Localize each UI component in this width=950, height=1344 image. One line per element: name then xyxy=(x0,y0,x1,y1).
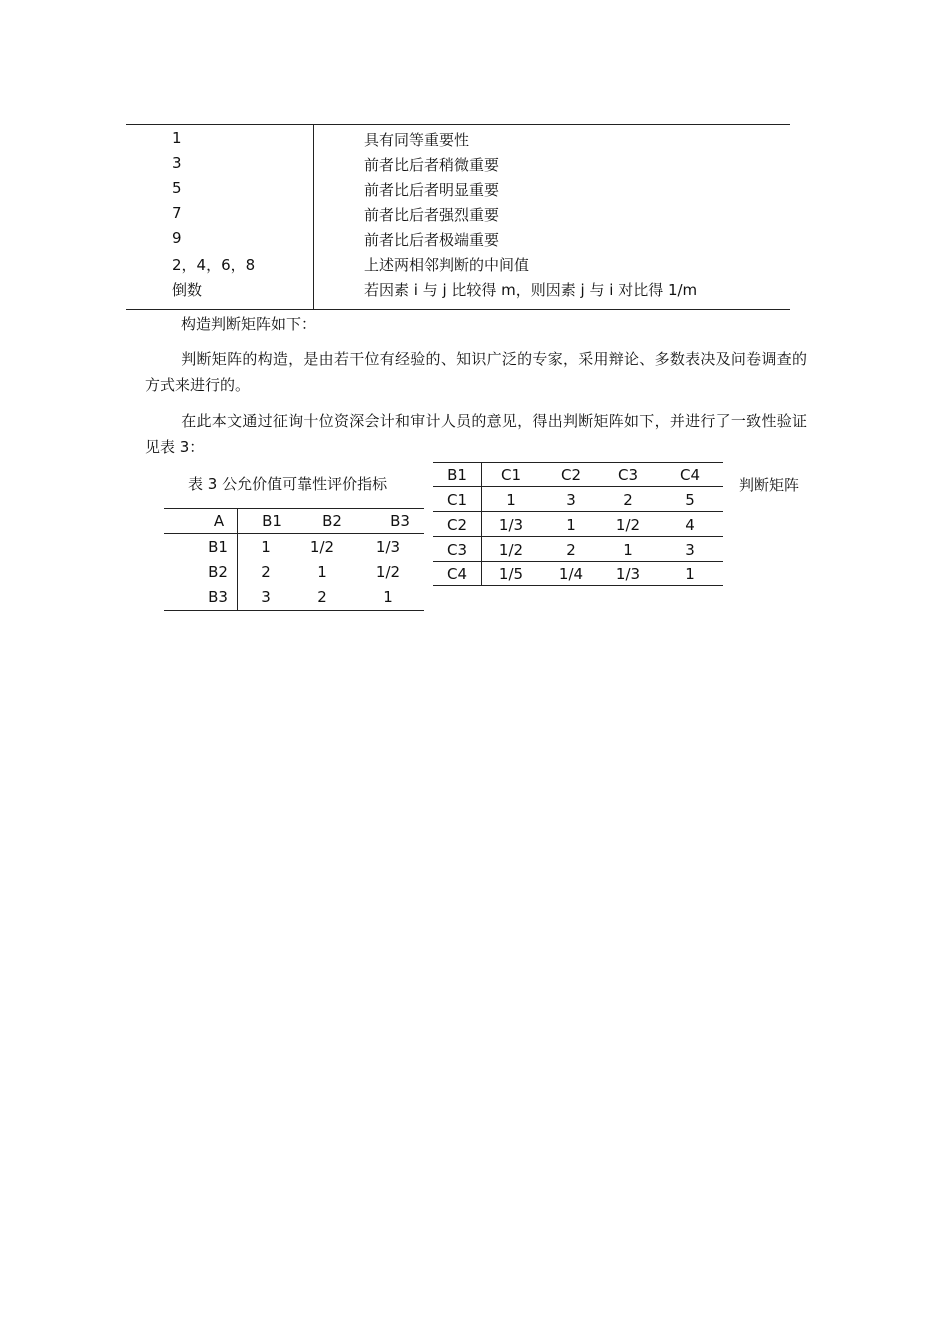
scale-meaning: 前者比后者明显重要 xyxy=(364,181,500,199)
matrix-cell: 2 xyxy=(317,588,327,606)
paragraph-2 xyxy=(145,408,807,460)
matrix-cell: 1 xyxy=(261,538,271,556)
table-rule xyxy=(433,511,723,512)
table-row xyxy=(126,201,790,226)
matrix-row-label: C3 xyxy=(446,541,468,559)
scale-value: 1 xyxy=(172,129,182,147)
matrix-header-cell: B1 xyxy=(262,512,282,530)
matrix-header-cell: A xyxy=(213,512,225,530)
scale-table xyxy=(126,124,790,310)
matrix-a-table xyxy=(164,508,424,611)
scale-value: 5 xyxy=(172,179,182,197)
matrix-header-cell: B1 xyxy=(447,466,467,484)
matrix-row-label: B1 xyxy=(208,538,228,556)
paragraph-1-text: 判断矩阵的构造，是由若干位有经验的、知识广泛的专家，采用辩论、多数表决及问卷调查的方式来进行的。 xyxy=(145,350,807,394)
matrix-cell: 1 xyxy=(506,491,516,509)
table-row xyxy=(126,276,790,301)
scale-meaning: 上述两相邻判断的中间值 xyxy=(364,256,530,274)
paragraph-2-text: 在此本文通过征询十位资深会计和审计人员的意见，得出判断矩阵如下，并进行了一致性验证见表 3： xyxy=(145,412,807,456)
matrix-cell: 3 xyxy=(261,588,271,606)
matrix-header-cell: C1 xyxy=(500,466,522,484)
paragraph-1 xyxy=(145,346,807,398)
table-rule xyxy=(164,533,424,534)
matrix-cell: 1 xyxy=(623,541,633,559)
matrix-header-cell: C3 xyxy=(617,466,639,484)
matrix-cell: 1/2 xyxy=(615,516,641,534)
table-rule xyxy=(433,561,723,562)
matrix-cell: 2 xyxy=(623,491,633,509)
table-rule xyxy=(164,508,424,509)
table-divider xyxy=(481,462,482,586)
matrix-cell: 1 xyxy=(383,588,393,606)
table-rule xyxy=(433,462,723,463)
matrix-cell: 5 xyxy=(685,491,695,509)
matrix-cell: 1/3 xyxy=(615,565,641,583)
matrix-cell: 3 xyxy=(685,541,695,559)
table-row xyxy=(126,126,790,151)
scale-value: 3 xyxy=(172,154,182,172)
matrix-row-label: C2 xyxy=(446,516,468,534)
scale-meaning: 前者比后者强烈重要 xyxy=(364,206,500,224)
matrix-row-label: B2 xyxy=(208,563,228,581)
matrix-cell: 1/3 xyxy=(375,538,401,556)
matrix-cell: 1/2 xyxy=(309,538,335,556)
table-row xyxy=(126,226,790,251)
table3-caption: 表 3 公允价值可靠性评价指标 xyxy=(188,475,388,493)
matrix-row-label: B3 xyxy=(208,588,228,606)
table-rule xyxy=(433,536,723,537)
matrix-cell: 3 xyxy=(566,491,576,509)
scale-value: 7 xyxy=(172,204,182,222)
table-rule xyxy=(433,585,723,586)
matrix-cell: 1/4 xyxy=(558,565,584,583)
matrix-cell: 1/5 xyxy=(498,565,524,583)
scale-value: 2，4，6，8 xyxy=(172,256,256,274)
matrix-header-cell: B2 xyxy=(322,512,342,530)
table-divider xyxy=(237,508,238,611)
matrix-row-label: C4 xyxy=(446,565,468,583)
construct-line: 构造判断矩阵如下： xyxy=(181,315,317,333)
matrix-row-label: C1 xyxy=(446,491,468,509)
matrix-cell: 2 xyxy=(261,563,271,581)
scale-value: 9 xyxy=(172,229,182,247)
table-row xyxy=(126,251,790,276)
matrix-header-cell: C4 xyxy=(679,466,701,484)
scale-meaning: 前者比后者稍微重要 xyxy=(364,156,500,174)
table-row xyxy=(126,176,790,201)
table-rule xyxy=(164,610,424,611)
matrix-cell: 2 xyxy=(566,541,576,559)
scale-meaning: 若因素 i 与 j 比较得 m，则因素 j 与 i 对比得 1/m xyxy=(364,281,698,299)
matrix-header-cell: B3 xyxy=(390,512,410,530)
table-row xyxy=(126,151,790,176)
matrix-header-cell: C2 xyxy=(560,466,582,484)
matrix-cell: 1 xyxy=(685,565,695,583)
matrix-cell: 1/2 xyxy=(498,541,524,559)
scale-meaning: 具有同等重要性 xyxy=(364,131,470,149)
matrix-cell: 1/3 xyxy=(498,516,524,534)
matrix-cell: 4 xyxy=(685,516,695,534)
matrix-b1-table xyxy=(433,462,723,586)
matrix-cell: 1 xyxy=(566,516,576,534)
matrix-cell: 1 xyxy=(317,563,327,581)
matrix-caption: 判断矩阵 xyxy=(739,476,800,494)
matrix-cell: 1/2 xyxy=(375,563,401,581)
scale-value: 倒数 xyxy=(172,281,203,299)
scale-meaning: 前者比后者极端重要 xyxy=(364,231,500,249)
table-rule xyxy=(433,486,723,487)
